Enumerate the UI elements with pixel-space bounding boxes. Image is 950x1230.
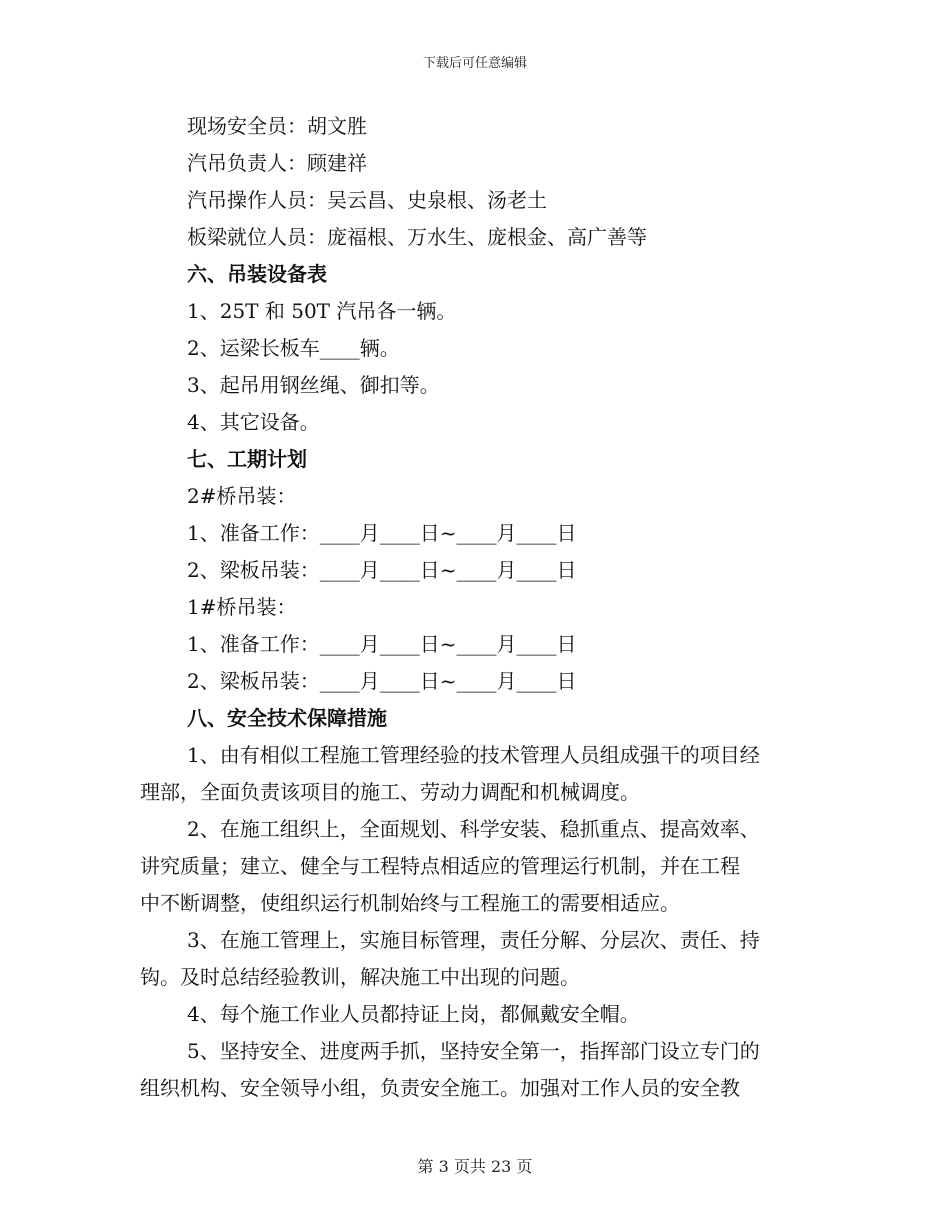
section-heading: 六、吊装设备表 [187,262,327,286]
page-header: 下载后可任意编辑 [422,56,527,71]
text-line: 现场安全员：胡文胜 [187,114,367,138]
paragraph [140,996,810,1033]
paragraph-line: 4、每个施工作业人员都持证上岗，都佩戴安全帽。 [187,1002,640,1026]
schedule-item: 1、准备工作：____月____日~____月____日 [187,521,577,545]
page-footer: 第 3 页共 23 页 [417,1157,533,1176]
list-item: 4、其它设备。 [187,410,320,434]
paragraph-line: 讲究质量；建立、健全与工程特点相适应的管理运行机制，并在工程 [140,854,740,878]
document-body [140,108,810,1107]
schedule-item: 2、梁板吊装：____月____日~____月____日 [187,558,577,582]
section-heading: 七、工期计划 [187,447,307,471]
paragraph [140,1033,810,1107]
list-item: 2、运梁长板车____辆。 [187,336,400,360]
paragraph [140,811,810,922]
text-line: 汽吊操作人员：吴云昌、史泉根、汤老土 [187,188,547,212]
paragraph-line: 组织机构、安全领导小组，负责安全施工。加强对工作人员的安全教 [140,1076,740,1100]
text-line: 板梁就位人员：庞福根、万水生、庞根金、高广善等 [187,225,647,249]
subheading: 2#桥吊装： [187,484,297,508]
paragraph-line: 1、由有相似工程施工管理经验的技术管理人员组成强干的项目经 [187,743,760,767]
schedule-item: 1、准备工作：____月____日~____月____日 [187,632,577,656]
paragraph-line: 3、在施工管理上，实施目标管理，责任分解、分层次、责任、持 [187,928,760,952]
paragraph-line: 钩。及时总结经验教训，解决施工中出现的问题。 [140,965,580,989]
paragraph [140,737,810,811]
paragraph [140,922,810,996]
schedule-item: 2、梁板吊装：____月____日~____月____日 [187,669,577,693]
paragraph-line: 5、坚持安全、进度两手抓，坚持安全第一，指挥部门设立专门的 [187,1039,760,1063]
list-item: 1、25T 和 50T 汽吊各一辆。 [187,299,457,323]
section-heading: 八、安全技术保障措施 [187,706,387,730]
list-item: 3、起吊用钢丝绳、御扣等。 [187,373,440,397]
text-line: 汽吊负责人：顾建祥 [187,151,367,175]
paragraph-line: 中不断调整，使组织运行机制始终与工程施工的需要相适应。 [140,891,680,915]
subheading: 1#桥吊装： [187,595,297,619]
paragraph-line: 理部，全面负责该项目的施工、劳动力调配和机械调度。 [140,780,640,804]
paragraph-line: 2、在施工组织上，全面规划、科学安装、稳抓重点、提高效率、 [187,817,760,841]
